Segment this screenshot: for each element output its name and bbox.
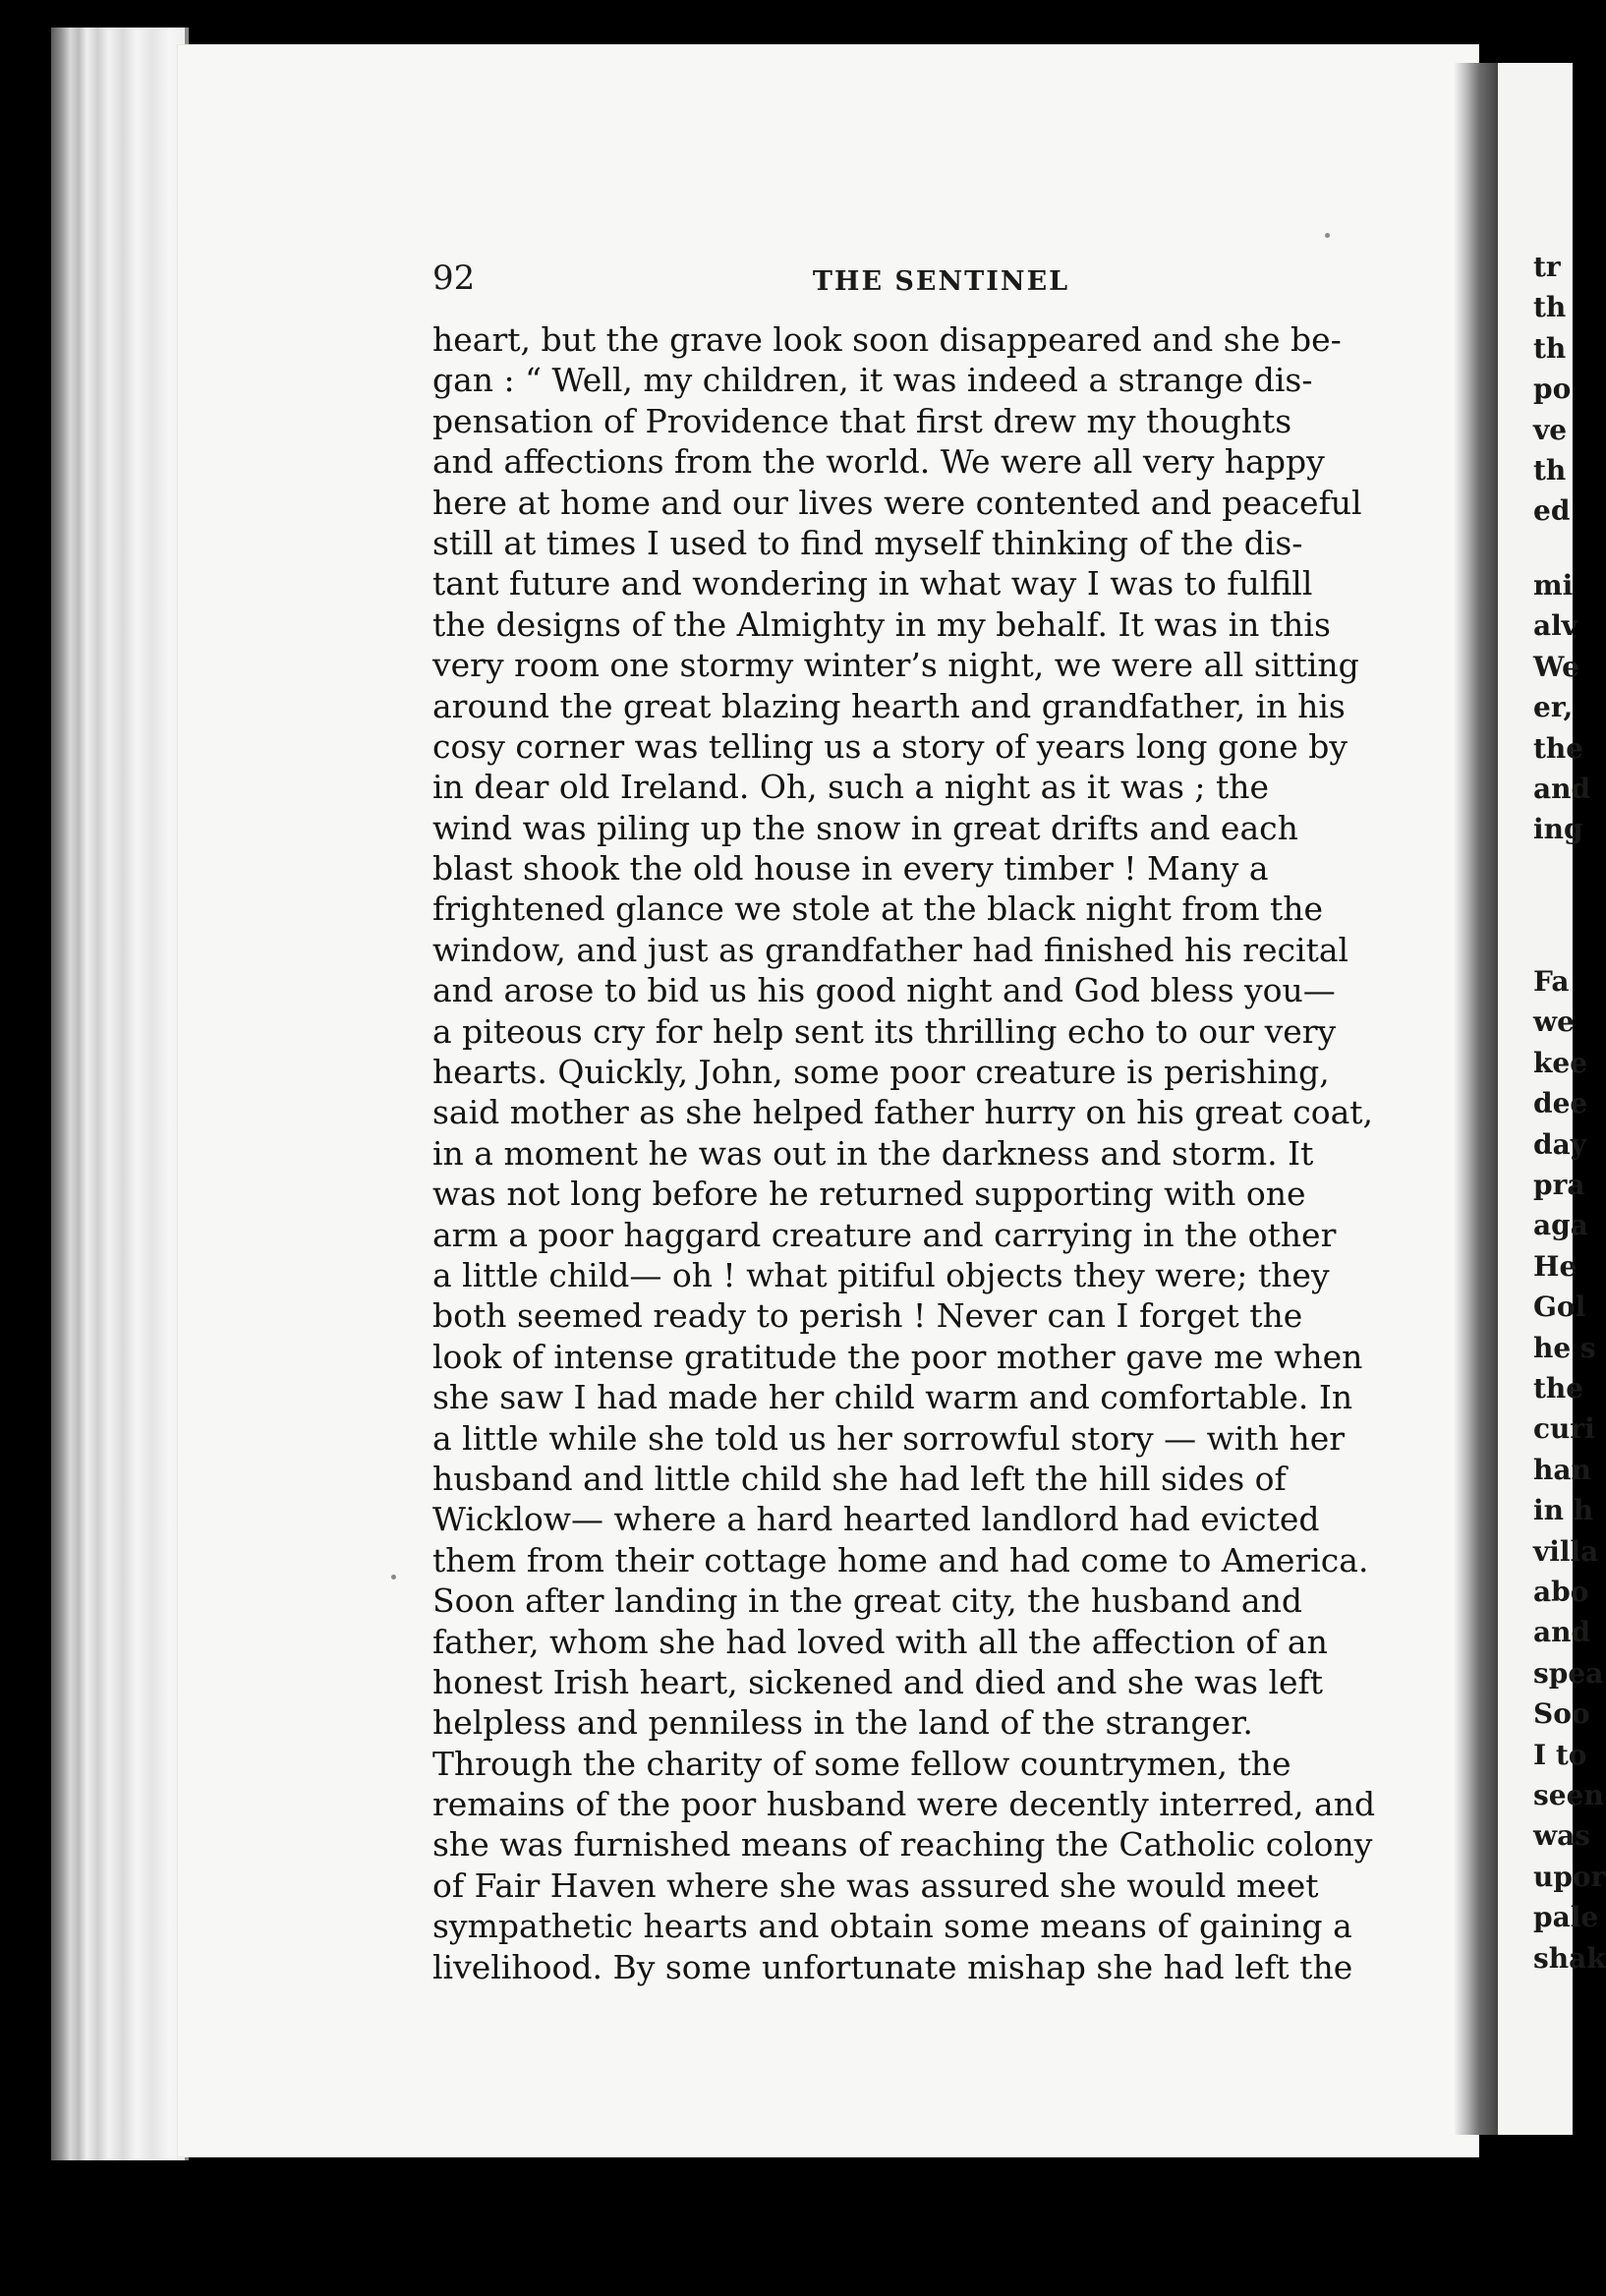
text-line: wind was piling up the snow in great drifts and each (432, 808, 1298, 847)
facing-page-word-fragment: pra (1533, 1169, 1585, 1201)
text-line: the designs of the Almighty in my behalf. It was in this (432, 604, 1331, 644)
text-line: Through the charity of some fellow countrymen, the (432, 1744, 1291, 1783)
text-line: frightened glance we stole at the black night from the (432, 890, 1324, 929)
text-line: tant future and wondering in what way I was to fulfill (432, 564, 1313, 603)
facing-page-word-fragment: the (1533, 731, 1584, 765)
text-line: heart, but the grave look soon disappeared and she be- (432, 320, 1342, 359)
text-line: around the great blazing hearth and grandfather, in his (432, 686, 1346, 725)
facing-page-word-fragment: dee (1533, 1087, 1588, 1120)
text-line: said mother as she helped father hurry on his great coat, (432, 1093, 1374, 1132)
text-line: father, whom she had loved with all the affection of an (432, 1622, 1328, 1661)
facing-page-word-fragment: ing (1533, 813, 1583, 846)
facing-page-word-fragment: alv (1533, 609, 1578, 643)
text-line: was not long before he returned supporting with one (432, 1175, 1306, 1214)
text-line: she was furnished means of reaching the Catholic colony (432, 1825, 1373, 1865)
facing-page-word-fragment: pale (1533, 1901, 1599, 1934)
text-line: livelihood. By some unfortunate mishap she had left the (432, 1947, 1353, 1986)
facing-page-word-fragment: spea (1533, 1656, 1604, 1690)
facing-page-word-fragment: th (1533, 454, 1567, 487)
body-text (432, 319, 1435, 1987)
facing-page-word-fragment: He (1533, 1249, 1577, 1283)
text-line: a little while she told us her sorrowful story — with her (432, 1418, 1346, 1458)
text-line: Soon after landing in the great city, the husband and (432, 1581, 1302, 1621)
facing-page-word-fragment: Soo (1533, 1697, 1590, 1731)
text-line: gan : “ Well, my children, it was indeed a strange dis- (432, 361, 1313, 400)
facing-page-word-fragment: tr (1533, 251, 1561, 283)
facing-page-word-fragment: We (1533, 650, 1579, 683)
facing-page-word-fragment: seen (1533, 1779, 1604, 1811)
text-line: still at times I used to find myself thinking of the dis- (432, 523, 1303, 562)
facing-page-word-fragment: shak (1533, 1941, 1606, 1975)
facing-page-fragment (1498, 63, 1606, 2135)
facing-page-word-fragment: ve (1533, 413, 1568, 446)
page-number: 92 (432, 258, 476, 298)
facing-page-word-fragment: in h (1533, 1494, 1594, 1527)
facing-page-word-fragment: abo (1533, 1576, 1589, 1608)
facing-page-word-fragment: Gol (1533, 1291, 1586, 1324)
facing-page-word-fragment: aga (1533, 1209, 1588, 1242)
text-line: them from their cottage home and had come to America. (432, 1540, 1369, 1579)
facing-page-word-fragment: han (1533, 1453, 1591, 1486)
running-title: THE SENTINEL (812, 266, 1070, 297)
text-line: of Fair Haven where she was assured she would meet (432, 1866, 1319, 1905)
text-line: she saw I had made her child warm and comfortable. In (432, 1378, 1353, 1417)
text-line: remains of the poor husband were decently interred, and (432, 1785, 1376, 1824)
print-speck (1325, 233, 1330, 238)
text-line: in a moment he was out in the darkness and storm. It (432, 1133, 1314, 1173)
text-line: window, and just as grandfather had finished his recital (432, 930, 1349, 969)
text-line: sympathetic hearts and obtain some means of gaining a (432, 1907, 1352, 1946)
text-line: a piteous cry for help sent its thrilling echo to our very (432, 1011, 1337, 1051)
text-line: blast shook the old house in every timber ! Many a (432, 849, 1269, 889)
text-line: and affections from the world. We were all very happy (432, 442, 1325, 482)
binding-gutter-shadow (1455, 63, 1500, 2135)
facing-page-word-fragment: and (1533, 1616, 1591, 1649)
text-line: arm a poor haggard creature and carrying in the other (432, 1215, 1337, 1254)
facing-page-word-fragment: Fa (1533, 965, 1570, 998)
print-speck (391, 1575, 396, 1579)
text-line: husband and little child she had left the hill sides of (432, 1459, 1287, 1498)
facing-page-word-fragment: th (1533, 291, 1567, 324)
facing-page-word-fragment: was (1533, 1819, 1591, 1853)
facing-page-word-fragment: the (1533, 1372, 1584, 1405)
text-line: look of intense gratitude the poor mother gave me when (432, 1337, 1363, 1376)
facing-page-word-fragment: villa (1533, 1534, 1599, 1568)
text-line: helpless and penniless in the land of the stranger. (432, 1703, 1253, 1743)
facing-page-word-fragment: we (1533, 1005, 1575, 1039)
facing-page-word-fragment: ed (1533, 494, 1571, 528)
page-header (432, 258, 1450, 298)
text-line: hearts. Quickly, John, some poor creature is perishing, (432, 1053, 1330, 1092)
facing-page-word-fragment: I to (1533, 1738, 1587, 1771)
text-line: Wicklow— where a hard hearted landlord had evicted (432, 1500, 1320, 1539)
text-line: very room one stormy winter’s night, we were all sitting (432, 646, 1359, 685)
text-line: both seemed ready to perish ! Never can I forget the (432, 1296, 1303, 1336)
facing-page-word-fragment: er, (1533, 691, 1574, 724)
text-line: in dear old Ireland. Oh, such a night as it was ; the (432, 768, 1270, 807)
text-line: and arose to bid us his good night and God bless you— (432, 971, 1336, 1010)
text-line: pensation of Providence that first drew my thoughts (432, 401, 1292, 440)
facing-page-word-fragment: po (1533, 373, 1572, 406)
text-line: here at home and our lives were contented and peaceful (432, 483, 1362, 522)
facing-page-word-fragment: th (1533, 331, 1567, 365)
facing-page-word-fragment: and (1533, 773, 1591, 805)
facing-page-word-fragment: upor (1533, 1860, 1606, 1893)
facing-page-word-fragment: curi (1533, 1412, 1595, 1446)
stacked-page-edges (51, 28, 189, 2160)
facing-page-word-fragment: day (1533, 1127, 1586, 1161)
facing-page-word-fragment: mi (1533, 569, 1574, 602)
facing-page-word-fragment: he s (1533, 1331, 1596, 1364)
text-line: honest Irish heart, sickened and died and she was left (432, 1662, 1324, 1701)
text-line: a little child— oh ! what pitiful objects they were; they (432, 1255, 1330, 1294)
text-line: cosy corner was telling us a story of years long gone by (432, 726, 1348, 766)
facing-page-word-fragment: kee (1533, 1046, 1588, 1079)
